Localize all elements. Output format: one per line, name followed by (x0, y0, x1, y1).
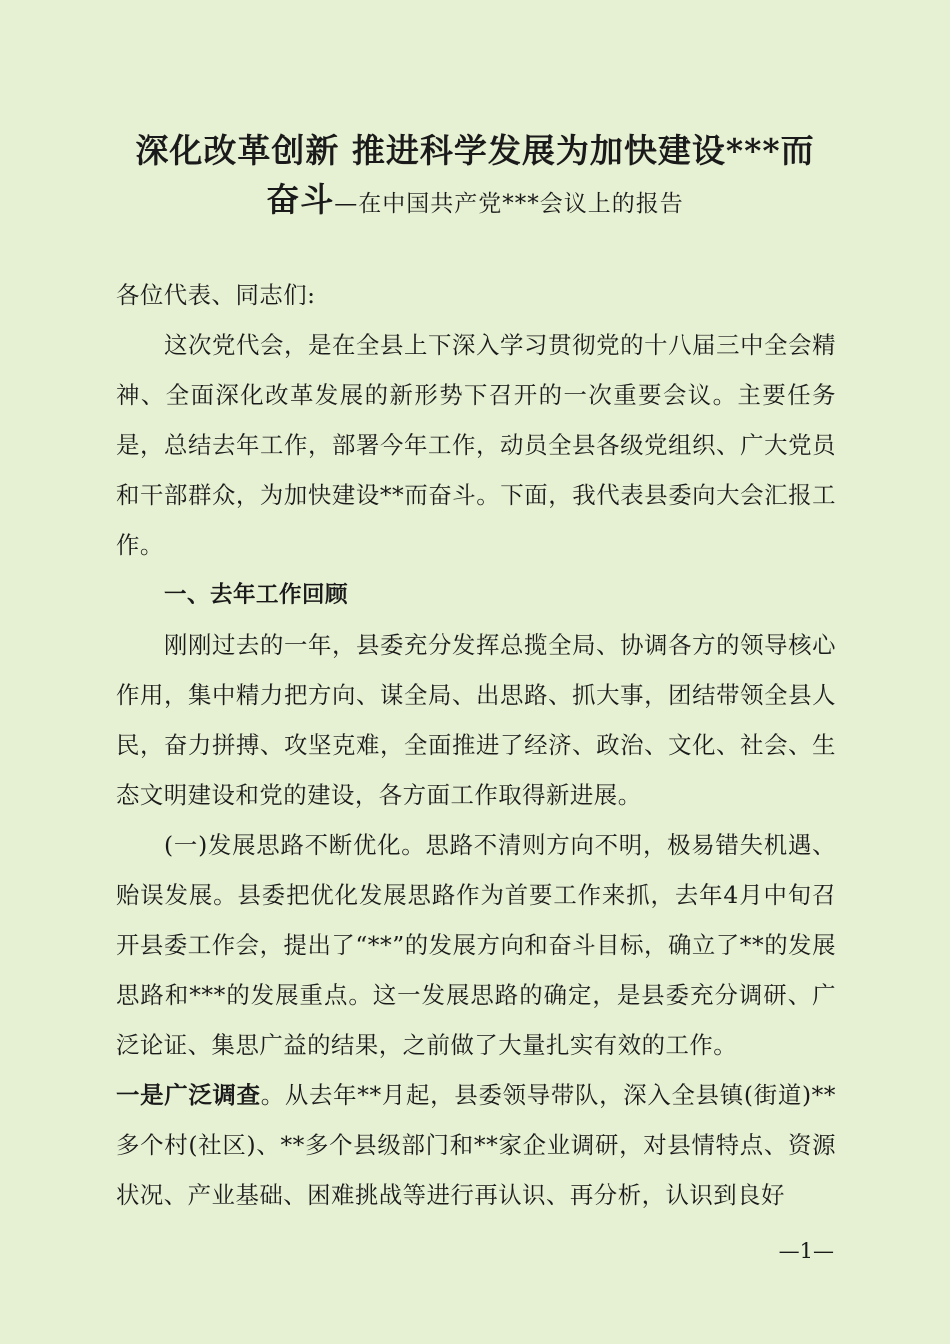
document-title-end: 奋斗 (266, 180, 335, 219)
paragraph-survey-lead: 一是广泛调查 (116, 1081, 261, 1109)
section-heading: 一、去年工作回顾 (164, 582, 349, 608)
paragraph-survey (116, 1070, 836, 1220)
document-title: 深化改革创新 推进科学发展为加快建设***而 (135, 131, 815, 170)
paragraph-survey-text: 。从去年**月起，县委领导带队，深入全县镇(街道)**多个村(社区)、**多个县级部门和**家企业调研，对县情特点、资源状况、产业基础、困难挑战等进行再认识、再分析，认识到良好 (116, 1081, 837, 1209)
document-subtitle: —在中国共产党***会议上的报告 (334, 191, 684, 217)
paragraph-review: 刚刚过去的一年，县委充分发挥总揽全局、协调各方的领导核心作用，集中精力把方向、谋全局、出思路、抓大事，团结带领全县人民，奋力拼搏、攻坚克难，全面推进了经济、政治、文化、社会、生态文明建设和党的建设，各方面工作取得新进展。 (116, 631, 836, 809)
paragraph-development-ideas: (一)发展思路不断优化。思路不清则方向不明，极易错失机遇、贻误发展。县委把优化发展思路作为首要工作来抓，去年4月中旬召开县委工作会，提出了“**”的发展方向和奋斗目标，确立了**的发展思路和***的发展重点。这一发展思路的确定，是县委充分调研、广泛论证、集思广益的结果，之前做了大量扎实有效的工作。 (116, 831, 836, 1059)
document-body (116, 270, 836, 1220)
page-number: —1— (778, 1239, 834, 1263)
paragraph-intro: 这次党代会，是在全县上下深入学习贯彻党的十八届三中全会精神、全面深化改革发展的新形势下召开的一次重要会议。主要任务是，总结去年工作，部署今年工作，动员全县各级党组织、广大党员和干部群众，为加快建设**而奋斗。下面，我代表县委向大会汇报工作。 (116, 331, 836, 559)
document-title-continued (0, 177, 950, 229)
greeting: 各位代表、同志们: (116, 281, 316, 309)
